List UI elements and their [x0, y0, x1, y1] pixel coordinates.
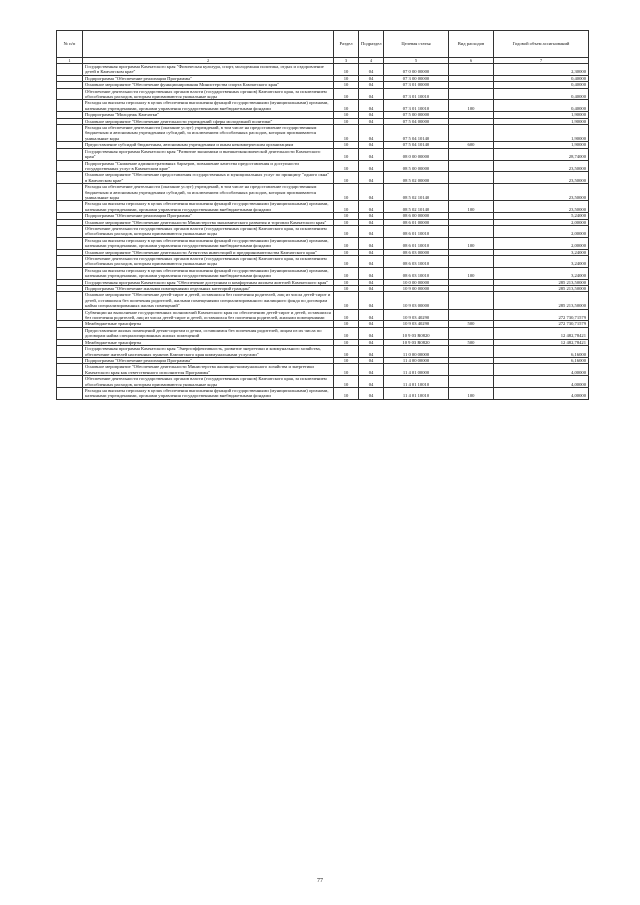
row-amount-cell: 3,24000 [494, 256, 589, 268]
row-razdel-cell: 10 [334, 75, 359, 81]
column-number: 3 [334, 58, 359, 64]
row-name-cell: Подпрограмма "Обеспечение реализации Программы" [83, 357, 334, 363]
row-amount-cell: 0,40000 [494, 82, 589, 88]
row-target-article-cell: 08 6 03 10010 [384, 267, 449, 279]
row-name-cell: Государственная программа Камчатского края "Обеспечение доступным и комфортным жильем жителей Камчатского края" [83, 279, 334, 285]
row-amount-cell: 1,90000 [494, 118, 589, 124]
row-podrazdel-cell: 04 [359, 339, 384, 345]
row-name-cell: Обеспечение деятельности государственных органов власти (государственных органов) Камчатского края, за исключением обособленных расходов, которым присваиваются уникальные коды [83, 88, 334, 100]
table-row [57, 237, 589, 249]
row-amount-cell: 2,00000 [494, 219, 589, 225]
column-number: 1 [57, 58, 83, 64]
row-razdel-cell: 10 [334, 201, 359, 213]
column-number: 5 [384, 58, 449, 64]
row-name-cell: Субвенции на выполнение государственных полномочий Камчатского края по обеспечению детей-сирот и детей, оставшихся без попечения родителей, лиц из числа детей-сирот и детей, оставшихся без попечения родителей, жилыми помещениями [83, 309, 334, 321]
row-expense-type-cell [449, 125, 494, 142]
row-razdel-cell: 10 [334, 142, 359, 148]
row-name-cell: Подпрограмма "Снижение административных барьеров, повышение качества предоставления и доступности государственных услуг в Камчатском крае" [83, 160, 334, 172]
column-number: 2 [83, 58, 334, 64]
row-expense-type-cell [449, 172, 494, 184]
row-razdel-cell: 10 [334, 309, 359, 321]
row-podrazdel-cell: 04 [359, 213, 384, 219]
table-row [57, 256, 589, 268]
row-expense-type-cell: 100 [449, 237, 494, 249]
row-expense-type-cell: 100 [449, 267, 494, 279]
row-expense-type-cell: 500 [449, 339, 494, 345]
row-podrazdel-cell: 04 [359, 267, 384, 279]
budget-table [56, 30, 589, 400]
row-podrazdel-cell: 04 [359, 327, 384, 339]
table-row [57, 225, 589, 237]
row-name-cell: Государственная программа Камчатского края "Энергоэффективность, развитие энергетики и коммунального хозяйства, обеспечение жителей населенных пунктов Камчатского края коммунальными услугами" [83, 346, 334, 358]
row-target-article-cell: 08 6 03 00000 [384, 249, 449, 255]
row-podrazdel-cell: 04 [359, 376, 384, 388]
row-razdel-cell: 10 [334, 279, 359, 285]
row-expense-type-cell [449, 309, 494, 321]
table-row [57, 292, 589, 309]
header-name [83, 31, 334, 58]
row-expense-type-cell: 100 [449, 201, 494, 213]
row-expense-type-cell: 500 [449, 321, 494, 327]
row-podrazdel-cell: 04 [359, 201, 384, 213]
row-name-cell: Основное мероприятие "Обеспечение детей-сирот и детей, оставшихся без попечения родителей, лиц из числа детей-сирот и детей, оставшихся без попечения родителей, жилыми помещениями специализированного жилищного фонда по договорам найма специализированных жилых помещений" [83, 292, 334, 309]
row-number-cell [57, 376, 83, 388]
row-podrazdel-cell: 04 [359, 292, 384, 309]
row-number-cell [57, 364, 83, 376]
row-target-article-cell: 08 0 00 00000 [384, 148, 449, 160]
row-number-cell [57, 172, 83, 184]
row-number-cell [57, 148, 83, 160]
row-number-cell [57, 267, 83, 279]
row-razdel-cell: 10 [334, 346, 359, 358]
row-target-article-cell: 10 9 03 40290 [384, 321, 449, 327]
row-number-cell [57, 256, 83, 268]
row-razdel-cell: 10 [334, 64, 359, 76]
row-name-cell: Расходы на выплаты персоналу в целях обеспечения выполнения функций государственными (муниципальными) органами, казенными учреждениями, органами управления государственными внебюджетными фондами [83, 201, 334, 213]
row-name-cell: Расходы на обеспечение деятельности (оказание услуг) учреждений, в том числе на предоставление государственным бюджетным и автономным учреждениям субсидий, за исключением обособленных расходов, которым присваиваются уникальные коды [83, 125, 334, 142]
row-amount-cell: 2,00000 [494, 237, 589, 249]
row-razdel-cell: 10 [334, 112, 359, 118]
row-number-cell [57, 327, 83, 339]
row-podrazdel-cell: 04 [359, 321, 384, 327]
row-podrazdel-cell: 04 [359, 286, 384, 292]
row-amount-cell: 23,50000 [494, 184, 589, 201]
row-target-article-cell: 07 0 00 00000 [384, 64, 449, 76]
row-podrazdel-cell: 04 [359, 142, 384, 148]
column-number: 6 [449, 58, 494, 64]
row-razdel-cell: 10 [334, 364, 359, 376]
row-podrazdel-cell: 04 [359, 346, 384, 358]
row-razdel-cell: 10 [334, 213, 359, 219]
row-podrazdel-cell: 04 [359, 64, 384, 76]
row-amount-cell: 4,00000 [494, 364, 589, 376]
row-target-article-cell: 08 6 00 00000 [384, 213, 449, 219]
row-razdel-cell: 10 [334, 100, 359, 112]
row-target-article-cell: 11 4 01 10010 [384, 376, 449, 388]
row-amount-cell: 0,40000 [494, 100, 589, 112]
row-amount-cell: 0,40000 [494, 88, 589, 100]
row-name-cell: Расходы на выплаты персоналу в целях обеспечения выполнения функций государственными (муниципальными) органами, казенными учреждениями, органами управления государственными внебюджетными фондами [83, 267, 334, 279]
row-target-article-cell: 11 0 00 00000 [384, 346, 449, 358]
row-podrazdel-cell: 04 [359, 219, 384, 225]
row-podrazdel-cell: 04 [359, 82, 384, 88]
document-page [56, 30, 588, 400]
row-target-article-cell: 10 9 00 00000 [384, 286, 449, 292]
row-number-cell [57, 201, 83, 213]
row-podrazdel-cell: 04 [359, 309, 384, 321]
row-expense-type-cell: 600 [449, 142, 494, 148]
table-row [57, 201, 589, 213]
row-target-article-cell: 11 4 01 00000 [384, 364, 449, 376]
row-target-article-cell: 07 3 01 10010 [384, 100, 449, 112]
row-target-article-cell: 08 6 03 10010 [384, 256, 449, 268]
row-razdel-cell: 10 [334, 292, 359, 309]
row-razdel-cell: 10 [334, 376, 359, 388]
row-name-cell: Подпрограмма "Обеспечение жилыми помещениями отдельных категорий граждан" [83, 286, 334, 292]
row-target-article-cell: 07 3 01 00000 [384, 82, 449, 88]
row-name-cell: Предоставление жилых помещений детям-сиротам и детям, оставшимся без попечения родителей, лицам из их числа по договорам найма специализированных жилых помещений [83, 327, 334, 339]
row-razdel-cell: 10 [334, 387, 359, 399]
row-podrazdel-cell: 04 [359, 75, 384, 81]
row-target-article-cell: 07 5 00 00000 [384, 112, 449, 118]
table-row [57, 160, 589, 172]
row-razdel-cell: 10 [334, 118, 359, 124]
row-razdel-cell: 10 [334, 88, 359, 100]
table-row [57, 364, 589, 376]
row-target-article-cell: 08 6 01 00000 [384, 219, 449, 225]
row-razdel-cell: 10 [334, 327, 359, 339]
row-target-article-cell: 10 9 03 R0820 [384, 339, 449, 345]
row-expense-type-cell [449, 364, 494, 376]
row-name-cell: Основное мероприятие "Обеспечение деятельности Министерства жилищно-коммунального хозяйства и энергетики Камчатского края как ответственного исполнителя Программы" [83, 364, 334, 376]
row-target-article-cell: 07 3 01 10010 [384, 88, 449, 100]
row-amount-cell: 1,90000 [494, 112, 589, 118]
row-number-cell [57, 88, 83, 100]
row-name-cell: Обеспечение деятельности государственных органов власти (государственных органов) Камчатского края, за исключением обособленных расходов, которым присваиваются уникальные коды [83, 256, 334, 268]
row-name-cell: Расходы на выплаты персоналу в целях обеспечения выполнения функций государственными (муниципальными) органами, казенными учреждениями, органами управления государственными внебюджетными фондами [83, 237, 334, 249]
header-razdel: Раздел [334, 31, 359, 58]
column-number: 4 [359, 58, 384, 64]
row-expense-type-cell [449, 225, 494, 237]
row-target-article-cell: 08 5 02 10140 [384, 184, 449, 201]
row-name-cell: Подпрограмма "Обеспечение реализации Программы" [83, 75, 334, 81]
table-row [57, 88, 589, 100]
page-number: 77 [317, 878, 323, 884]
header-row [57, 31, 589, 58]
row-name-cell: Расходы на обеспечение деятельности (оказание услуг) учреждений, в том числе на предоставление государственным бюджетным и автономным учреждениям субсидий, за исключением обособленных расходов, которым присваиваются уникальные коды [83, 184, 334, 201]
row-name-cell: Расходы на выплаты персоналу в целях обеспечения выполнения функций государственными (муниципальными) органами, казенными учреждениями, органами управления государственными внебюджетными фондами [83, 100, 334, 112]
row-expense-type-cell [449, 376, 494, 388]
row-podrazdel-cell: 04 [359, 256, 384, 268]
row-expense-type-cell [449, 184, 494, 201]
row-razdel-cell: 10 [334, 286, 359, 292]
row-name-cell: Государственная программа Камчатского края "Развитие экономики и внешнеэкономической деятельности Камчатского края" [83, 148, 334, 160]
row-expense-type-cell [449, 292, 494, 309]
row-number-cell [57, 309, 83, 321]
row-target-article-cell: 07 5 04 10140 [384, 142, 449, 148]
row-expense-type-cell [449, 160, 494, 172]
row-expense-type-cell [449, 64, 494, 76]
row-name-cell: Основное мероприятие "Обеспечение функционирования Министерства спорта Камчатского края" [83, 82, 334, 88]
row-name-cell: Основное мероприятие "Обеспечение деятельности Министерства экономического развития и торговли Камчатского края" [83, 219, 334, 225]
row-expense-type-cell [449, 256, 494, 268]
row-podrazdel-cell: 04 [359, 249, 384, 255]
header-num: № п/п [57, 31, 83, 58]
row-number-cell [57, 125, 83, 142]
row-amount-cell: 23,50000 [494, 172, 589, 184]
row-razdel-cell: 10 [334, 225, 359, 237]
row-amount-cell: 3,24000 [494, 249, 589, 255]
row-amount-cell: 4,00000 [494, 376, 589, 388]
row-number-cell [57, 100, 83, 112]
row-number-cell [57, 225, 83, 237]
row-podrazdel-cell: 04 [359, 100, 384, 112]
row-target-article-cell: 10 9 03 40290 [384, 309, 449, 321]
row-podrazdel-cell: 04 [359, 279, 384, 285]
row-target-article-cell: 07 5 04 10140 [384, 125, 449, 142]
table-row [57, 309, 589, 321]
header-podrazdel: Подраздел [359, 31, 384, 58]
row-amount-cell: 12 482,78421 [494, 327, 589, 339]
row-razdel-cell: 10 [334, 267, 359, 279]
row-razdel-cell: 10 [334, 172, 359, 184]
row-target-article-cell: 07 3 00 00000 [384, 75, 449, 81]
row-name-cell: Основное мероприятие "Обеспечение деятельности Агентства инвестиций и предпринимательства Камчатского края" [83, 249, 334, 255]
row-amount-cell: 5,24000 [494, 213, 589, 219]
row-name-cell: Основное мероприятие "Обеспечение предоставления государственных и муниципальных услуг по принципу "одного окна" в Камчатском крае" [83, 172, 334, 184]
table-row [57, 100, 589, 112]
table-row [57, 376, 589, 388]
row-expense-type-cell [449, 346, 494, 358]
table-row [57, 387, 589, 399]
header-target-article: Целевая статья [384, 31, 449, 58]
row-amount-cell: 3,24000 [494, 267, 589, 279]
table-row [57, 64, 589, 76]
row-expense-type-cell [449, 327, 494, 339]
row-podrazdel-cell: 04 [359, 160, 384, 172]
row-name-cell: Межбюджетные трансферты [83, 321, 334, 327]
row-razdel-cell: 10 [334, 237, 359, 249]
header-expense-type: Вид расходов [449, 31, 494, 58]
row-expense-type-cell [449, 148, 494, 160]
row-target-article-cell: 08 6 01 10010 [384, 225, 449, 237]
row-podrazdel-cell: 04 [359, 88, 384, 100]
row-name-cell: Расходы на выплаты персоналу в целях обеспечения выполнения функций государственными (муниципальными) органами, казенными учреждениями, органами управления государственными внебюджетными фондами [83, 387, 334, 399]
row-razdel-cell: 10 [334, 321, 359, 327]
row-number-cell [57, 184, 83, 201]
row-amount-cell: 4,00000 [494, 387, 589, 399]
row-podrazdel-cell: 04 [359, 184, 384, 201]
row-razdel-cell: 10 [334, 125, 359, 142]
table-row [57, 267, 589, 279]
row-target-article-cell: 10 0 00 00000 [384, 279, 449, 285]
row-name-cell: Подпрограмма "Обеспечение реализации Программы" [83, 213, 334, 219]
row-amount-cell: 285 213,50000 [494, 279, 589, 285]
table-row [57, 172, 589, 184]
row-amount-cell: 1,90000 [494, 125, 589, 142]
row-name-cell: Обеспечение деятельности государственных органов власти (государственных органов) Камчатского края, за исключением обособленных расходов, которым присваиваются уникальные коды [83, 225, 334, 237]
row-name-cell: Государственная программа Камчатского края "Физическая культура, спорт, молодежная политика, отдых и оздоровление детей в Камчатском крае" [83, 64, 334, 76]
row-podrazdel-cell: 04 [359, 237, 384, 249]
row-target-article-cell: 11 4 01 10010 [384, 387, 449, 399]
row-target-article-cell: 10 9 03 00000 [384, 292, 449, 309]
row-amount-cell: 0,40000 [494, 75, 589, 81]
row-name-cell: Обеспечение деятельности государственных органов власти (государственных органов) Камчатского края, за исключением обособленных расходов, которым присваиваются уникальные коды [83, 376, 334, 388]
row-number-cell [57, 387, 83, 399]
row-target-article-cell: 11 4 00 00000 [384, 357, 449, 363]
table-row [57, 327, 589, 339]
row-razdel-cell: 10 [334, 184, 359, 201]
row-razdel-cell: 10 [334, 249, 359, 255]
row-expense-type-cell: 100 [449, 387, 494, 399]
row-expense-type-cell [449, 88, 494, 100]
row-razdel-cell: 10 [334, 160, 359, 172]
row-amount-cell: 23,50000 [494, 160, 589, 172]
row-podrazdel-cell: 04 [359, 118, 384, 124]
row-name-cell: Предоставление субсидий бюджетным, автономным учреждениям и иным некоммерческим организациям [83, 142, 334, 148]
row-podrazdel-cell: 04 [359, 125, 384, 142]
table-row [57, 148, 589, 160]
table-row [57, 125, 589, 142]
row-number-cell [57, 292, 83, 309]
row-number-cell [57, 237, 83, 249]
row-amount-cell: 12 482,78421 [494, 339, 589, 345]
row-amount-cell: 1,90000 [494, 142, 589, 148]
table-row [57, 346, 589, 358]
row-amount-cell: 2,00000 [494, 225, 589, 237]
row-amount-cell: 6,16000 [494, 346, 589, 358]
row-podrazdel-cell: 04 [359, 357, 384, 363]
row-podrazdel-cell: 04 [359, 172, 384, 184]
row-name-cell: Основное мероприятие "Обеспечение деятельности учреждений сферы молодежной политики" [83, 118, 334, 124]
row-podrazdel-cell: 04 [359, 364, 384, 376]
row-razdel-cell: 10 [334, 256, 359, 268]
row-amount-cell: 285 213,50000 [494, 292, 589, 309]
row-amount-cell: 28,74000 [494, 148, 589, 160]
row-podrazdel-cell: 04 [359, 112, 384, 118]
row-razdel-cell: 10 [334, 339, 359, 345]
header-amount: Годовой объем ассигнований [494, 31, 589, 58]
row-name-cell: Межбюджетные трансферты [83, 339, 334, 345]
table-row [57, 184, 589, 201]
row-podrazdel-cell: 04 [359, 387, 384, 399]
row-target-article-cell: 08 6 01 10010 [384, 237, 449, 249]
row-razdel-cell: 10 [334, 357, 359, 363]
row-amount-cell: 6,16000 [494, 357, 589, 363]
row-name-cell: Подпрограмма "Молодежь Камчатки" [83, 112, 334, 118]
row-amount-cell: 272 730,71579 [494, 309, 589, 321]
row-number-cell [57, 64, 83, 76]
row-razdel-cell: 10 [334, 82, 359, 88]
row-amount-cell: 285 213,50000 [494, 286, 589, 292]
row-podrazdel-cell: 04 [359, 148, 384, 160]
row-amount-cell: 2,30000 [494, 64, 589, 76]
table-body [57, 64, 589, 400]
row-podrazdel-cell: 04 [359, 225, 384, 237]
row-target-article-cell: 10 9 03 R0820 [384, 327, 449, 339]
row-razdel-cell: 10 [334, 219, 359, 225]
row-number-cell [57, 346, 83, 358]
row-razdel-cell: 10 [334, 148, 359, 160]
row-amount-cell: 272 730,71579 [494, 321, 589, 327]
row-target-article-cell: 08 5 02 10140 [384, 201, 449, 213]
row-target-article-cell: 08 5 02 00000 [384, 172, 449, 184]
row-expense-type-cell: 100 [449, 100, 494, 112]
row-amount-cell: 23,50000 [494, 201, 589, 213]
row-target-article-cell: 07 5 04 00000 [384, 118, 449, 124]
column-number: 7 [494, 58, 589, 64]
row-number-cell [57, 160, 83, 172]
row-target-article-cell: 08 5 00 00000 [384, 160, 449, 172]
